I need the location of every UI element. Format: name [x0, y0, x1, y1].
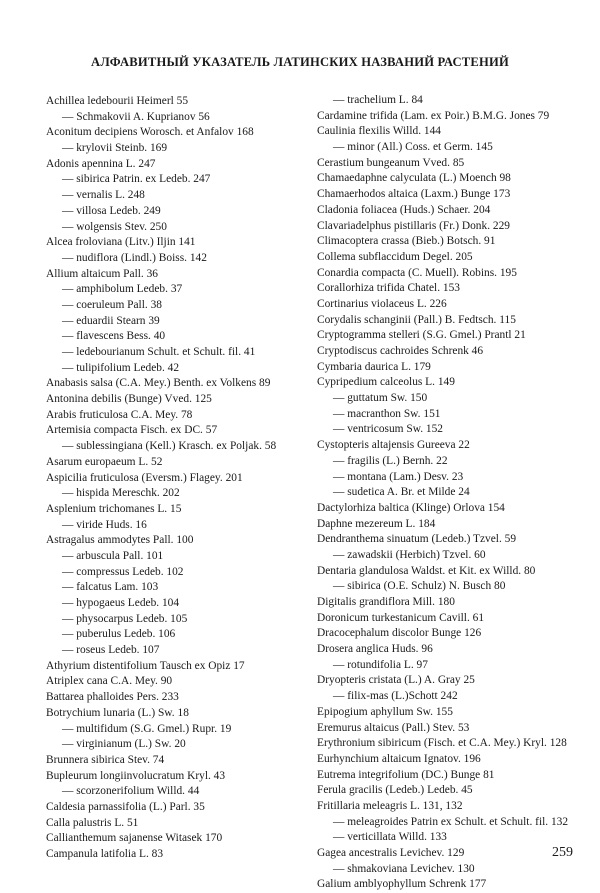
index-entry: Cladonia foliacea (Huds.) Schaer. 204	[317, 203, 491, 216]
index-entry: Artemisia compacta Fisch. ex DC. 57	[46, 424, 218, 437]
index-entry: Campanula latifolia L. 83	[46, 848, 164, 860]
index-entry: Adonis apennina L. 247	[46, 157, 156, 170]
index-entry: Brunnera sibirica Stev. 74	[46, 753, 165, 766]
index-entry: — hypogaeus Ledeb. 104	[62, 597, 180, 609]
index-entry: — sibirica (O.E. Schulz) N. Busch 80	[333, 580, 506, 593]
index-column-left	[46, 94, 321, 863]
index-entry: Daphne mezereum L. 184	[317, 517, 436, 530]
index-entry: — rotundifolia L. 97	[333, 658, 428, 671]
index-entry: Dactylorhiza baltica (Klinge) Orlova 154	[317, 501, 505, 514]
index-entry: — Schmakovii A. Kuprianov 56	[62, 110, 210, 123]
index-entry: — zawadskii (Herbich) Tzvel. 60	[333, 548, 486, 561]
index-entry: Eremurus altaicus (Pall.) Stev. 53	[317, 721, 470, 734]
index-entry: — krylovii Steinb. 169	[62, 142, 168, 155]
index-entry: Asplenium trichomanes L. 15	[46, 502, 182, 515]
index-entry: — minor (All.) Coss. et Germ. 145	[333, 141, 493, 154]
index-entry: Aconitum decipiens Worosch. et Anfalov 168	[46, 126, 254, 139]
index-entry: — guttatum Sw. 150	[333, 392, 428, 405]
index-entry: Eutrema integrifolium (DC.) Bunge 81	[317, 768, 495, 781]
index-entry: — multifidum (S.G. Gmel.) Rupr. 19	[62, 722, 232, 735]
index-entry: — eduardii Stearn 39	[62, 314, 160, 327]
index-entry: — puberulus Ledeb. 106	[62, 628, 176, 641]
index-entry: Bupleurum longiinvolucratum Kryl. 43	[46, 769, 226, 782]
index-entry: — macranthon Sw. 151	[333, 407, 441, 420]
index-entry: Achillea ledebourii Heimerl 55	[46, 95, 189, 107]
index-entry: Antonina debilis (Bunge) Vved. 125	[46, 393, 212, 406]
index-entry: — coeruleum Pall. 38	[62, 298, 162, 311]
index-entry: — ledebourianum Schult. et Schult. fil. 41	[62, 346, 256, 358]
index-entry: Drosera anglica Huds. 96	[317, 643, 433, 656]
index-entry: Athyrium distentifolium Tausch ex Opiz 17	[46, 659, 245, 672]
index-entry: — roseus Ledeb. 107	[62, 644, 160, 657]
page-number: 259	[552, 845, 573, 860]
index-entry: Caulinia flexilis Willd. 144	[317, 125, 441, 138]
index-entry: Atriplex cana C.A. Mey. 90	[46, 675, 173, 688]
index-entry: — verticillata Willd. 133	[333, 831, 447, 844]
index-entry: — viride Huds. 16	[62, 518, 147, 531]
index-entry: — sibirica Patrin. ex Ledeb. 247	[62, 173, 211, 186]
index-entry: Corydalis schanginii (Pall.) B. Fedtsch. 115	[317, 313, 516, 326]
index-entry: Caldesia parnassifolia (L.) Parl. 35	[46, 800, 205, 813]
index-entry: Gagea ancestralis Levichev. 129	[317, 847, 465, 859]
index-column-right	[317, 93, 592, 893]
index-entry: Corallorhiza trifida Chatel. 153	[317, 282, 460, 295]
index-entry: Alcea froloviana (Litv.) Iljin 141	[46, 236, 196, 249]
index-entry: — physocarpus Ledeb. 105	[62, 612, 188, 625]
index-entry: Dracocephalum discolor Bunge 126	[317, 627, 482, 640]
index-entry: — arbuscula Pall. 101	[62, 549, 164, 562]
index-entry: Galium amblyophyllum Schrenk 177	[317, 878, 487, 891]
index-entry: — trachelium L. 84	[333, 94, 423, 106]
index-entry: Dentaria glandulosa Waldst. et Kit. ex Willd. 80	[317, 564, 536, 577]
index-entry: Chamaedaphne calyculata (L.) Moench 98	[317, 172, 511, 185]
index-entry: — falcatus Lam. 103	[62, 581, 159, 594]
index-entry: Cryptogramma stelleri (S.G. Gmel.) Prantl 21	[317, 329, 526, 342]
index-entry: — compressus Ledeb. 102	[62, 565, 184, 578]
index-entry: Cardamine trifida (Lam. ex Poir.) B.M.G. Jones 79	[317, 109, 550, 122]
index-entry: — hispida Mereschk. 202	[62, 487, 180, 500]
index-entry: — fragilis (L.) Bernh. 22	[333, 454, 448, 467]
index-entry: Aspicilia fruticulosa (Eversm.) Flagey. 201	[46, 471, 243, 484]
index-entry: Allium altaicum Pall. 36	[46, 267, 158, 280]
index-entry: — villosa Ledeb. 249	[62, 204, 161, 217]
index-entry: — sublessingiana (Kell.) Krasch. ex Poljak. 58	[62, 440, 277, 453]
index-entry: — nudiflora (Lindl.) Boiss. 142	[62, 251, 207, 264]
index-entry: — wolgensis Stev. 250	[62, 220, 167, 233]
index-entry: Cerastium bungeanum Vved. 85	[317, 156, 465, 169]
index-entry: Cryptodiscus cachroides Schrenk 46	[317, 345, 484, 357]
index-entry: — tulipifolium Ledeb. 42	[62, 361, 180, 374]
index-entry: Dendranthema sinuatum (Ledeb.) Tzvel. 59	[317, 533, 517, 546]
index-entry: Doronicum turkestanicum Cavill. 61	[317, 611, 485, 624]
index-entry: — shmakoviana Levichev. 130	[333, 862, 475, 875]
index-entry: — ventricosum Sw. 152	[333, 423, 443, 436]
index-entry: Dryopteris cristata (L.) A. Gray 25	[317, 674, 475, 687]
index-entry: Clavariadelphus pistillaris (Fr.) Donk. 229	[317, 219, 510, 232]
index-entry: Fritillaria meleagris L. 131, 132	[317, 799, 463, 812]
index-entry: — sudetica A. Br. et Milde 24	[333, 486, 470, 499]
index-entry: — vernalis L. 248	[62, 189, 145, 202]
index-entry: Asarum europaeum L. 52	[46, 455, 163, 468]
index-entry: Climacoptera crassa (Bieb.) Botsch. 91	[317, 235, 496, 248]
index-entry: Eurhynchium altaicum Ignatov. 196	[317, 752, 481, 765]
index-entry: — montana (Lam.) Desv. 23	[333, 470, 464, 483]
index-entry: — amphibolum Ledeb. 37	[62, 283, 183, 296]
index-entry: Cystopteris altajensis Gureeva 22	[317, 439, 470, 452]
index-entry: Cymbaria daurica L. 179	[317, 360, 431, 373]
index-entry: Conardia compacta (C. Muell). Robins. 195	[317, 266, 517, 279]
index-entry: Erythronium sibiricum (Fisch. et C.A. Mey.) Kryl. 128	[317, 737, 567, 750]
index-entry: Collema subflaccidum Degel. 205	[317, 250, 473, 263]
index-entry: — meleagroides Patrin ex Schult. et Schult. fil. 132	[333, 815, 569, 828]
index-entry: Battarea phalloides Pers. 233	[46, 691, 179, 704]
index-entry: — scorzonerifolium Willd. 44	[62, 785, 200, 798]
index-entry: Epipogium aphyllum Sw. 155	[317, 705, 453, 718]
index-entry: — virginianum (L.) Sw. 20	[62, 738, 186, 751]
index-entry: Digitalis grandiflora Mill. 180	[317, 596, 455, 608]
index-entry: Anabasis salsa (C.A. Mey.) Benth. ex Volkens 89	[46, 377, 271, 390]
index-entry: Callianthemum sajanense Witasek 170	[46, 832, 223, 845]
page-title: АЛФАВИТНЫЙ УКАЗАТЕЛЬ ЛАТИНСКИХ НАЗВАНИЙ РАСТЕНИЙ	[91, 55, 509, 69]
index-entry: Ferula gracilis (Ledeb.) Ledeb. 45	[317, 784, 473, 797]
index-entry: Calla palustris L. 51	[46, 816, 139, 829]
index-entry: Cypripedium calceolus L. 149	[317, 376, 455, 389]
index-entry: Chamaerhodos altaica (Laxm.) Bunge 173	[317, 188, 511, 201]
index-entry: Cortinarius violaceus L. 226	[317, 297, 447, 310]
index-entry: Arabis fruticulosa C.A. Mey. 78	[46, 408, 193, 421]
index-entry: — filix-mas (L.)Schott 242	[333, 690, 458, 703]
index-entry: — flavescens Bess. 40	[62, 330, 166, 343]
index-entry: Botrychium lunaria (L.) Sw. 18	[46, 706, 189, 719]
index-entry: Astragalus ammodytes Pall. 100	[46, 534, 194, 547]
